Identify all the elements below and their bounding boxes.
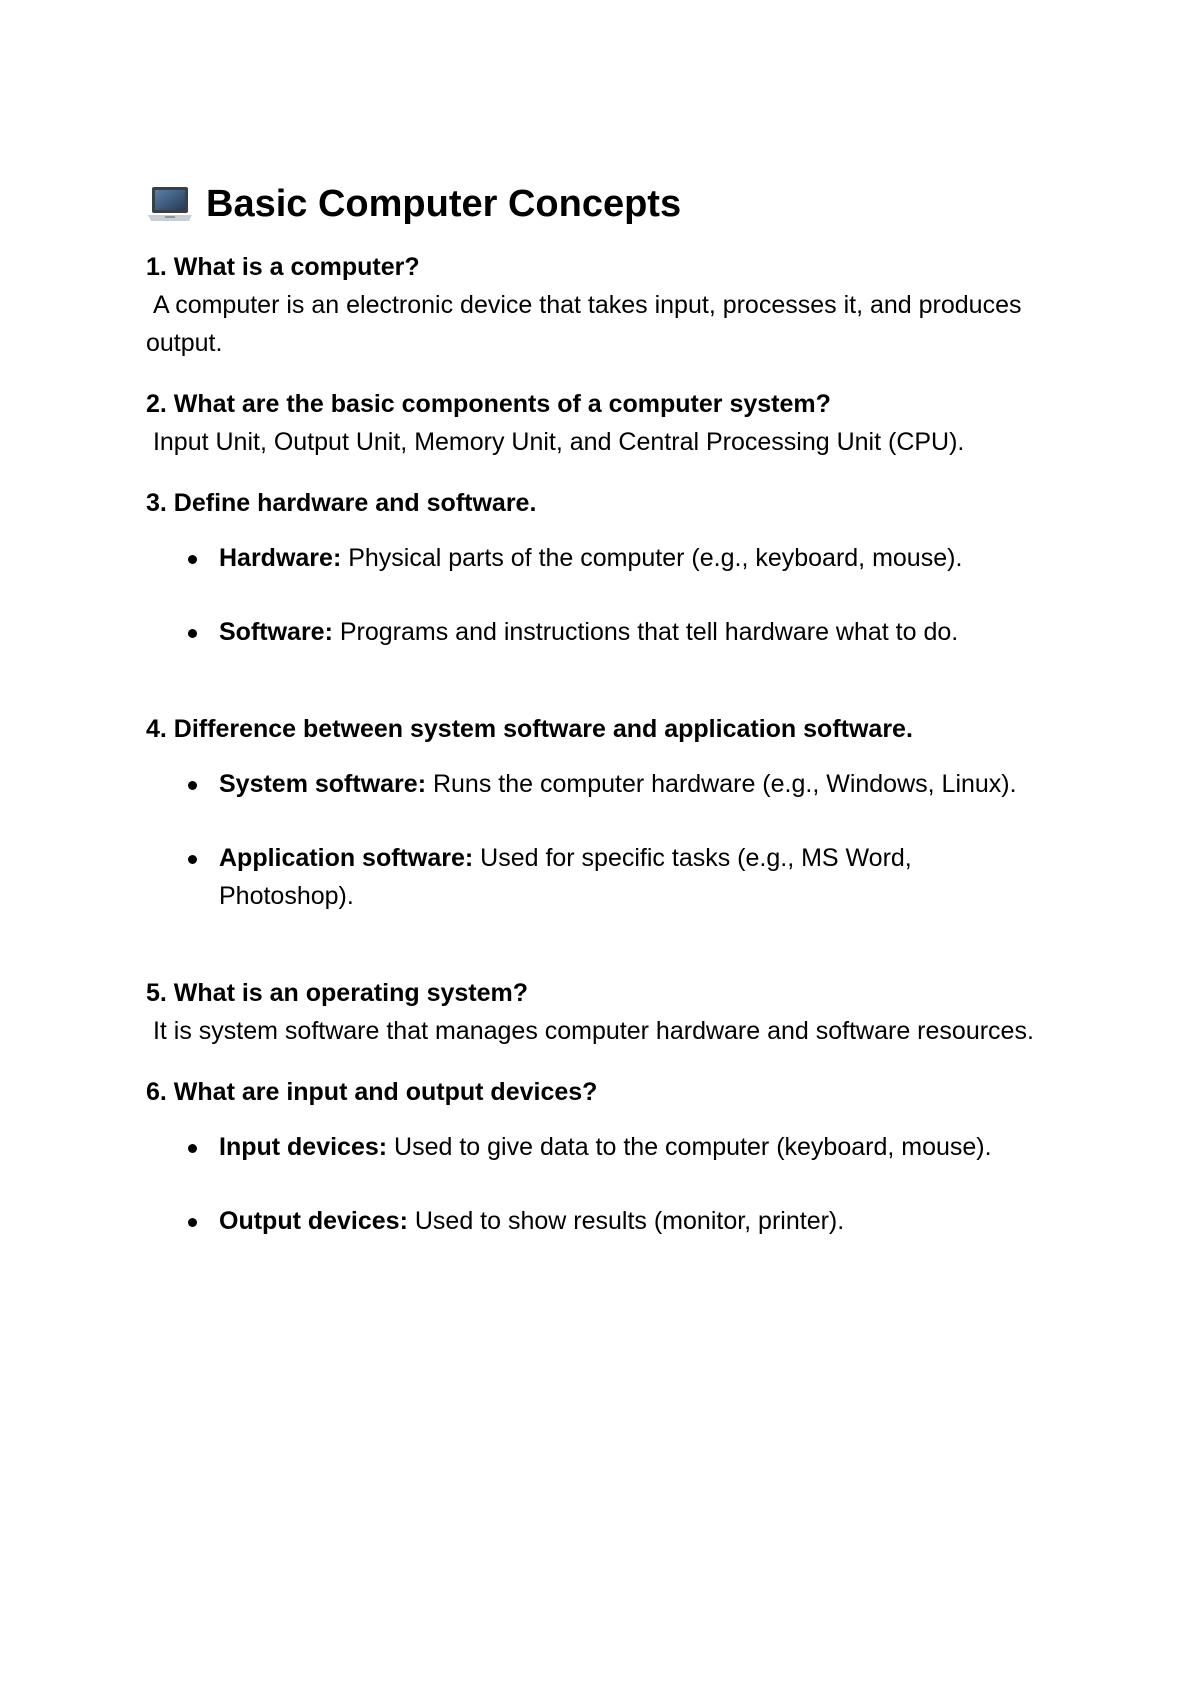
bullet-term: System software:: [219, 770, 427, 798]
bullet-term: Output devices:: [219, 1207, 408, 1235]
laptop-icon: [146, 184, 194, 224]
list-item: [146, 765, 1019, 803]
question-section-3: [146, 484, 1100, 651]
question-heading: 3. Define hardware and software.: [146, 489, 537, 517]
list-item: [146, 839, 1019, 915]
list-item: [146, 1202, 1019, 1240]
bullet-dot: [188, 555, 197, 564]
question-heading: 5. What is an operating system?: [146, 979, 529, 1007]
question-heading: 4. Difference between system software and application software.: [146, 715, 913, 743]
answer-text: It is system software that manages computer hardware and software resources.: [146, 1017, 1034, 1045]
bullet-text: Used for specific tasks (e.g., MS Word, Photoshop).: [219, 844, 912, 910]
bullet-list: [146, 765, 1100, 915]
list-item: [146, 539, 1019, 577]
bullet-text: Runs the computer hardware (e.g., Windows, Linux).: [426, 770, 1017, 798]
bullet-dot: [188, 781, 197, 790]
bullet-term: Hardware:: [219, 544, 342, 572]
question-section-1: [146, 248, 1100, 362]
answer-text: Input Unit, Output Unit, Memory Unit, and Central Processing Unit (CPU).: [146, 428, 965, 456]
list-item: [146, 1128, 1019, 1166]
title-row: [146, 181, 1100, 227]
list-item: [146, 613, 1019, 651]
bullet-term: Software:: [219, 618, 333, 646]
bullet-text: Programs and instructions that tell hardware what to do.: [332, 618, 959, 646]
bullet-term: Input devices:: [219, 1133, 388, 1161]
question-section-5: [146, 974, 1100, 1050]
question-heading: 1. What is a computer?: [146, 253, 420, 281]
question-section-6: [146, 1073, 1100, 1240]
bullet-list: [146, 1128, 1100, 1240]
bullet-list: [146, 539, 1100, 651]
bullet-text: Used to show results (monitor, printer).: [407, 1207, 845, 1235]
bullet-term: Application software:: [219, 844, 474, 872]
question-section-4: [146, 710, 1100, 915]
question-section-2: [146, 385, 1100, 461]
question-heading: 2. What are the basic components of a computer system?: [146, 390, 831, 418]
bullet-dot: [188, 629, 197, 638]
bullet-dot: [188, 855, 197, 864]
answer-text: A computer is an electronic device that takes input, processes it, and produces output.: [146, 291, 1029, 357]
question-heading: 6. What are input and output devices?: [146, 1078, 598, 1106]
bullet-text: Physical parts of the computer (e.g., keyboard, mouse).: [341, 544, 963, 572]
bullet-dot: [188, 1218, 197, 1227]
page-title: Basic Computer Concepts: [206, 183, 682, 225]
bullet-dot: [188, 1144, 197, 1153]
bullet-text: Used to give data to the computer (keyboard, mouse).: [387, 1133, 992, 1161]
